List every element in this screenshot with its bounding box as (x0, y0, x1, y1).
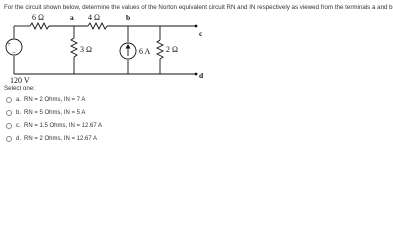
option-letter: a. (16, 97, 22, 103)
terminal-c-dot (195, 25, 198, 28)
current-source-label: 6 A (139, 47, 151, 56)
resistor-4-ohm (88, 23, 107, 29)
option-text: RN = 2 Ohms, IN = 7 A (24, 97, 86, 103)
circuit-diagram (0, 10, 230, 85)
question-text: For the circuit shown below, determine the values of the Norton equivalent circuit RN and IN respectively as viewed from the terminals a and b (4, 4, 393, 11)
node-a-label: a (70, 13, 74, 22)
radio-button[interactable] (6, 110, 12, 116)
resistor-6-ohm (30, 23, 49, 29)
minus-sign: − (12, 49, 16, 57)
option-b[interactable] (6, 108, 85, 118)
option-letter: b. (16, 110, 22, 116)
r4-label: 2 Ω (166, 45, 178, 54)
terminal-d-dot (195, 73, 198, 76)
voltage-source-label: 120 V (10, 76, 30, 85)
option-text: RN = 2 Ohms, IN = 12.67 A (24, 136, 98, 142)
plus-sign: + (7, 40, 11, 48)
radio-button[interactable] (6, 97, 12, 103)
current-arrow-head (126, 44, 131, 49)
option-d[interactable] (6, 134, 97, 144)
option-text: RN = 1.5 Ohms, IN = 12.67 A (24, 123, 103, 129)
resistor-2-ohm (157, 40, 163, 59)
radio-button[interactable] (6, 136, 12, 142)
option-text: RN = 5 Ohms, IN = 5 A (24, 110, 86, 116)
r3-label: 3 Ω (80, 45, 92, 54)
node-c-label: c (199, 29, 203, 38)
select-one-label: Select one: (4, 85, 35, 92)
radio-button[interactable] (6, 123, 12, 129)
option-letter: d. (16, 136, 22, 142)
node-d-label: d (199, 71, 204, 80)
option-letter: c. (16, 123, 21, 129)
node-b-label: b (126, 13, 131, 22)
resistor-3-ohm (71, 38, 77, 57)
r1-label: 6 Ω (32, 13, 44, 22)
option-c[interactable] (6, 121, 102, 131)
r2-label: 4 Ω (88, 13, 100, 22)
option-a[interactable] (6, 95, 85, 105)
